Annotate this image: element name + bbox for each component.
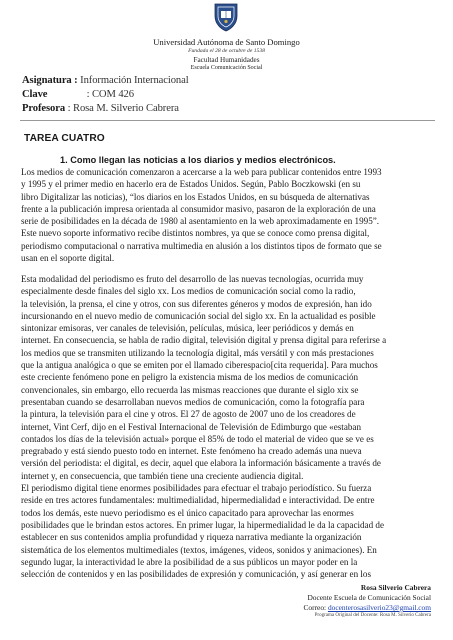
question-heading: 1. Como llegan las noticias a los diarios y medios electrónicos.: [60, 155, 336, 165]
text-line: establecer en sus contenidos amplia profundidad y riqueza narrativa mediante la organización: [21, 532, 362, 543]
author-role: Docente Escuela de Comunicación Social: [307, 593, 431, 602]
text-line: pregrabado y está siendo puesto todo en internet. Este fenómeno ha creado además una nueva: [21, 446, 362, 457]
text-line: serie de posibilidades en la década de 1980 al asentamiento en la web aproximadamente en 1995”.: [21, 216, 380, 227]
text-line: especialmente desde finales del siglo xx. Los medios de comunicación social como la radio,: [21, 286, 356, 297]
text-line: Esta modalidad del periodismo es fruto del desarrollo de las nuevas tecnologías, ocurrida muy: [21, 274, 364, 284]
text-line: frente a la publicación impresa orientada al consumidor masivo, pasaron de la exploración de una: [21, 203, 376, 214]
text-line: internet, Vint Cerf, dijo en el Festival Internacional de Televisión de Edimburgo que «estaban: [21, 421, 361, 432]
text-line: la pintura, la televisión para el cine y otros. El 27 de agosto de 2007 uno de los creadores de: [21, 409, 356, 420]
header-divider: [20, 120, 435, 121]
text-line: sintonizar emisoras, ver canales de televisión, películas, música, leer periódicos y demás en: [21, 323, 354, 334]
teacher-value: : Rosa M. Silverio Cabrera: [67, 103, 179, 114]
code-value: : COM 426: [86, 89, 134, 100]
text-line: segundo lugar, la interactividad le abre la posibilidad de a sus públicos un mayor poder en la: [21, 556, 358, 567]
teacher-label: Profesora: [22, 103, 66, 114]
code-label: Clave: [22, 89, 48, 100]
text-line: sistemática de los elementos multimediales (textos, imágenes, videos, sonidos y animaciones). En: [21, 544, 377, 555]
author-name: Rosa Silverio Cabrera: [360, 583, 431, 592]
university-name: Universidad Autónoma de Santo Domingo: [153, 37, 300, 47]
text-line: selección de contenidos y en las posibilidades de expresión y comunicación, y así generar en los: [21, 569, 372, 580]
founded-date: Fundada el 28 de octubre de 1538: [188, 48, 265, 54]
text-line: incursionando en el nuevo medio de comunicación social del siglo xx. En la actualidad es posible: [21, 310, 376, 321]
text-line: contados los días de la televisión actual» porque el 85% de todo el material de video que se ve es: [21, 433, 374, 444]
school-name: Escuela Comunicación Social: [190, 65, 263, 71]
signature-block: [131, 583, 431, 618]
text-line: El periodismo digital tiene enormes posibilidades para efectuar el trabajo periodístico. Su fuerza: [21, 483, 372, 494]
paragraph-2: [21, 273, 439, 580]
text-line: reside en tres actores fundamentales: multimedialidad, hipermedialidad e interactividad. De entre: [21, 495, 375, 506]
program-note: Programa Original del Docente: Rosa M. Silverio Cabrera: [314, 613, 431, 618]
email-link[interactable]: docenterosasilverio23@gmail.com: [327, 603, 431, 612]
text-line: convencionales, sin embargo, ello recuerda las mismas reacciones que durante el siglo xix se: [21, 384, 359, 395]
text-line: los medios que se transmiten utilizando la tecnología digital, más versátil y con más prestaciones: [21, 347, 374, 358]
text-line: libro Digitalizar las noticias), “los diarios en los Estados Unidos, en su búsqueda de alternativas: [21, 191, 370, 202]
subject-value: Información Internacional: [80, 75, 189, 86]
faculty-name: Facultad Humanidades: [193, 56, 260, 64]
university-seal-icon: [212, 2, 240, 32]
text-line: periodismo computacional o narrativa multimedia en alusión a los distintos tipos de formato que se: [21, 240, 382, 251]
text-line: Los medios de comunicación comenzaron a acercarse a la web para publicar contenidos entre 1993: [21, 167, 382, 177]
text-line: este creciente fenómeno pone en peligro la existencia misma de los medios de comunicación: [21, 372, 359, 383]
subject-label: Asignatura :: [22, 75, 78, 86]
paragraph-1: [21, 166, 439, 264]
text-line: todos los demás, este nuevo periodismo es el único capacitado para aprovechar las enormes: [21, 507, 354, 518]
text-line: usan en el soporte digital.: [21, 253, 115, 264]
teacher-row: [22, 103, 179, 114]
text-line: y 1995 y el primer medio en hacerlo era de Estados Unidos. Según, Pablo Boczkowski (en su: [21, 179, 361, 190]
code-row: [22, 89, 134, 100]
text-line: que la antigua analógica o que se emiten por el llamado ciberespacio[cita requerida]. Para muchos: [21, 360, 378, 371]
page-title: TAREA CUATRO: [24, 133, 105, 144]
text-line: versión del periodista: el digital, es decir, aquel que elabora la información básicamente a través de: [21, 458, 381, 469]
text-line: presentaban cuando se desarrollaban nuevos medios de comunicación, como la fotografía para: [21, 396, 365, 407]
text-line: internet. En consecuencia, se habla de radio digital, televisión digital y prensa digital para referirse a: [21, 335, 387, 346]
text-line: la televisión, la prensa, el cine y otros, con sus diferentes géneros y modos de expresión, han ido: [21, 298, 372, 309]
author-email-row: [131, 603, 431, 612]
subject-row: [22, 75, 189, 86]
text-line: Este nuevo soporte informativo recibe distintos nombres, ya que se conoce como prensa digital,: [21, 228, 370, 239]
text-line: posibilidades que le brindan estos actores. En primer lugar, la hipermedialidad le da la capacidad de: [21, 519, 384, 530]
text-line: internet y, en consecuencia, que también tiene una creciente audiencia digital.: [21, 470, 304, 481]
email-label: Correo:: [303, 603, 328, 612]
